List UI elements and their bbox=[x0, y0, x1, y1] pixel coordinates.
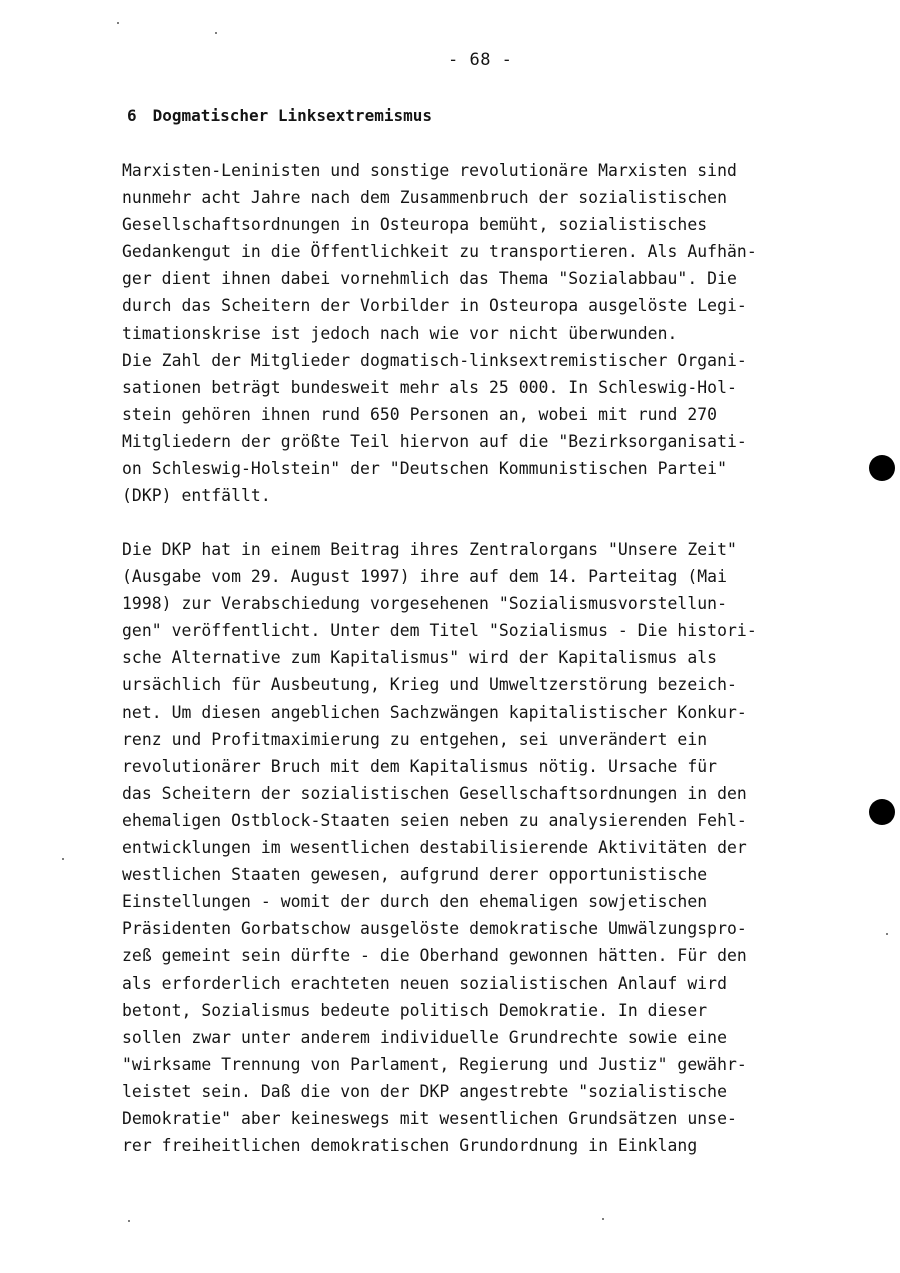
text-line: on Schleswig-Holstein" der "Deutschen Kommunistischen Partei" bbox=[122, 459, 727, 479]
scan-speck bbox=[117, 22, 119, 24]
section-title: Dogmatischer Linksextremismus bbox=[152, 106, 432, 125]
scan-speck bbox=[215, 32, 217, 34]
text-line: westlichen Staaten gewesen, aufgrund derer opportunistische bbox=[122, 865, 708, 885]
text-line: sationen beträgt bundesweit mehr als 25 000. In Schleswig-Hol- bbox=[122, 377, 737, 397]
text-line: Gedankengut in die Öffentlichkeit zu transportieren. Als Aufhän- bbox=[122, 242, 757, 262]
text-line: (DKP) entfällt. bbox=[122, 486, 271, 506]
text-line: revolutionärer Bruch mit dem Kapitalismus nötig. Ursache für bbox=[122, 756, 718, 776]
text-line: net. Um diesen angeblichen Sachzwängen kapitalistischer Konkur- bbox=[122, 702, 747, 722]
text-line: ursächlich für Ausbeutung, Krieg und Umweltzerstörung bezeich- bbox=[122, 675, 737, 695]
text-line: timationskrise ist jedoch nach wie vor nicht überwunden. bbox=[122, 323, 678, 343]
text-line: das Scheitern der sozialistischen Gesellschaftsordnungen in den bbox=[122, 783, 747, 803]
paragraph-intro bbox=[122, 157, 757, 509]
text-line: entwicklungen im wesentlichen destabilisierende Aktivitäten der bbox=[122, 838, 747, 858]
paragraph-dkp bbox=[122, 536, 757, 1159]
text-line: betont, Sozialismus bedeute politisch Demokratie. In dieser bbox=[122, 1000, 708, 1020]
section-number: 6 bbox=[127, 106, 137, 125]
scan-speck bbox=[128, 1220, 130, 1222]
text-line: nunmehr acht Jahre nach dem Zusammenbruch der sozialistischen bbox=[122, 188, 727, 208]
text-line: Marxisten-Leninisten und sonstige revolutionäre Marxisten sind bbox=[122, 161, 737, 180]
text-line: Einstellungen - womit der durch den ehemaligen sowjetischen bbox=[122, 892, 708, 912]
text-line: ger dient ihnen dabei vornehmlich das Thema "Sozialabbau". Die bbox=[122, 269, 737, 289]
text-line: durch das Scheitern der Vorbilder in Osteuropa ausgelöste Legi- bbox=[122, 296, 747, 316]
scan-speck bbox=[602, 1218, 604, 1220]
text-line: Gesellschaftsordnungen in Osteuropa bemüht, sozialistisches bbox=[122, 215, 708, 235]
punch-hole-mark bbox=[869, 799, 895, 825]
text-line: Mitgliedern der größte Teil hiervon auf die "Bezirksorganisati- bbox=[122, 431, 747, 451]
text-line: Die DKP hat in einem Beitrag ihres Zentralorgans "Unsere Zeit" bbox=[122, 540, 737, 559]
scan-speck bbox=[62, 858, 64, 860]
text-line: Präsidenten Gorbatschow ausgelöste demokratische Umwälzungspro- bbox=[122, 919, 747, 939]
text-line: sche Alternative zum Kapitalismus" wird der Kapitalismus als bbox=[122, 648, 718, 668]
text-line: als erforderlich erachteten neuen sozialistischen Anlauf wird bbox=[122, 973, 727, 993]
text-line: sollen zwar unter anderem individuelle Grundrechte sowie eine bbox=[122, 1027, 727, 1047]
text-line: gen" veröffentlicht. Unter dem Titel "Sozialismus - Die histori- bbox=[122, 621, 757, 641]
punch-hole-mark bbox=[869, 455, 895, 481]
text-line: (Ausgabe vom 29. August 1997) ihre auf dem 14. Parteitag (Mai bbox=[122, 567, 727, 587]
text-line: stein gehören ihnen rund 650 Personen an, wobei mit rund 270 bbox=[122, 404, 718, 424]
scan-speck bbox=[886, 933, 888, 935]
page-number: - 68 - bbox=[448, 50, 513, 70]
text-line: zeß gemeint sein dürfte - die Oberhand gewonnen hätten. Für den bbox=[122, 946, 747, 966]
text-line: "wirksame Trennung von Parlament, Regierung und Justiz" gewähr- bbox=[122, 1054, 747, 1074]
text-line: Demokratie" aber keineswegs mit wesentlichen Grundsätzen unse- bbox=[122, 1108, 737, 1128]
text-line: Die Zahl der Mitglieder dogmatisch-linksextremistischer Organi- bbox=[122, 350, 747, 370]
text-line: rer freiheitlichen demokratischen Grundordnung in Einklang bbox=[122, 1136, 698, 1156]
text-line: leistet sein. Daß die von der DKP angestrebte "sozialistische bbox=[122, 1081, 727, 1101]
section-heading bbox=[127, 106, 432, 125]
text-line: ehemaligen Ostblock-Staaten seien neben zu analysierenden Fehl- bbox=[122, 810, 747, 830]
text-line: 1998) zur Verabschiedung vorgesehenen "Sozialismusvorstellun- bbox=[122, 594, 727, 614]
text-line: renz und Profitmaximierung zu entgehen, sei unverändert ein bbox=[122, 729, 708, 749]
